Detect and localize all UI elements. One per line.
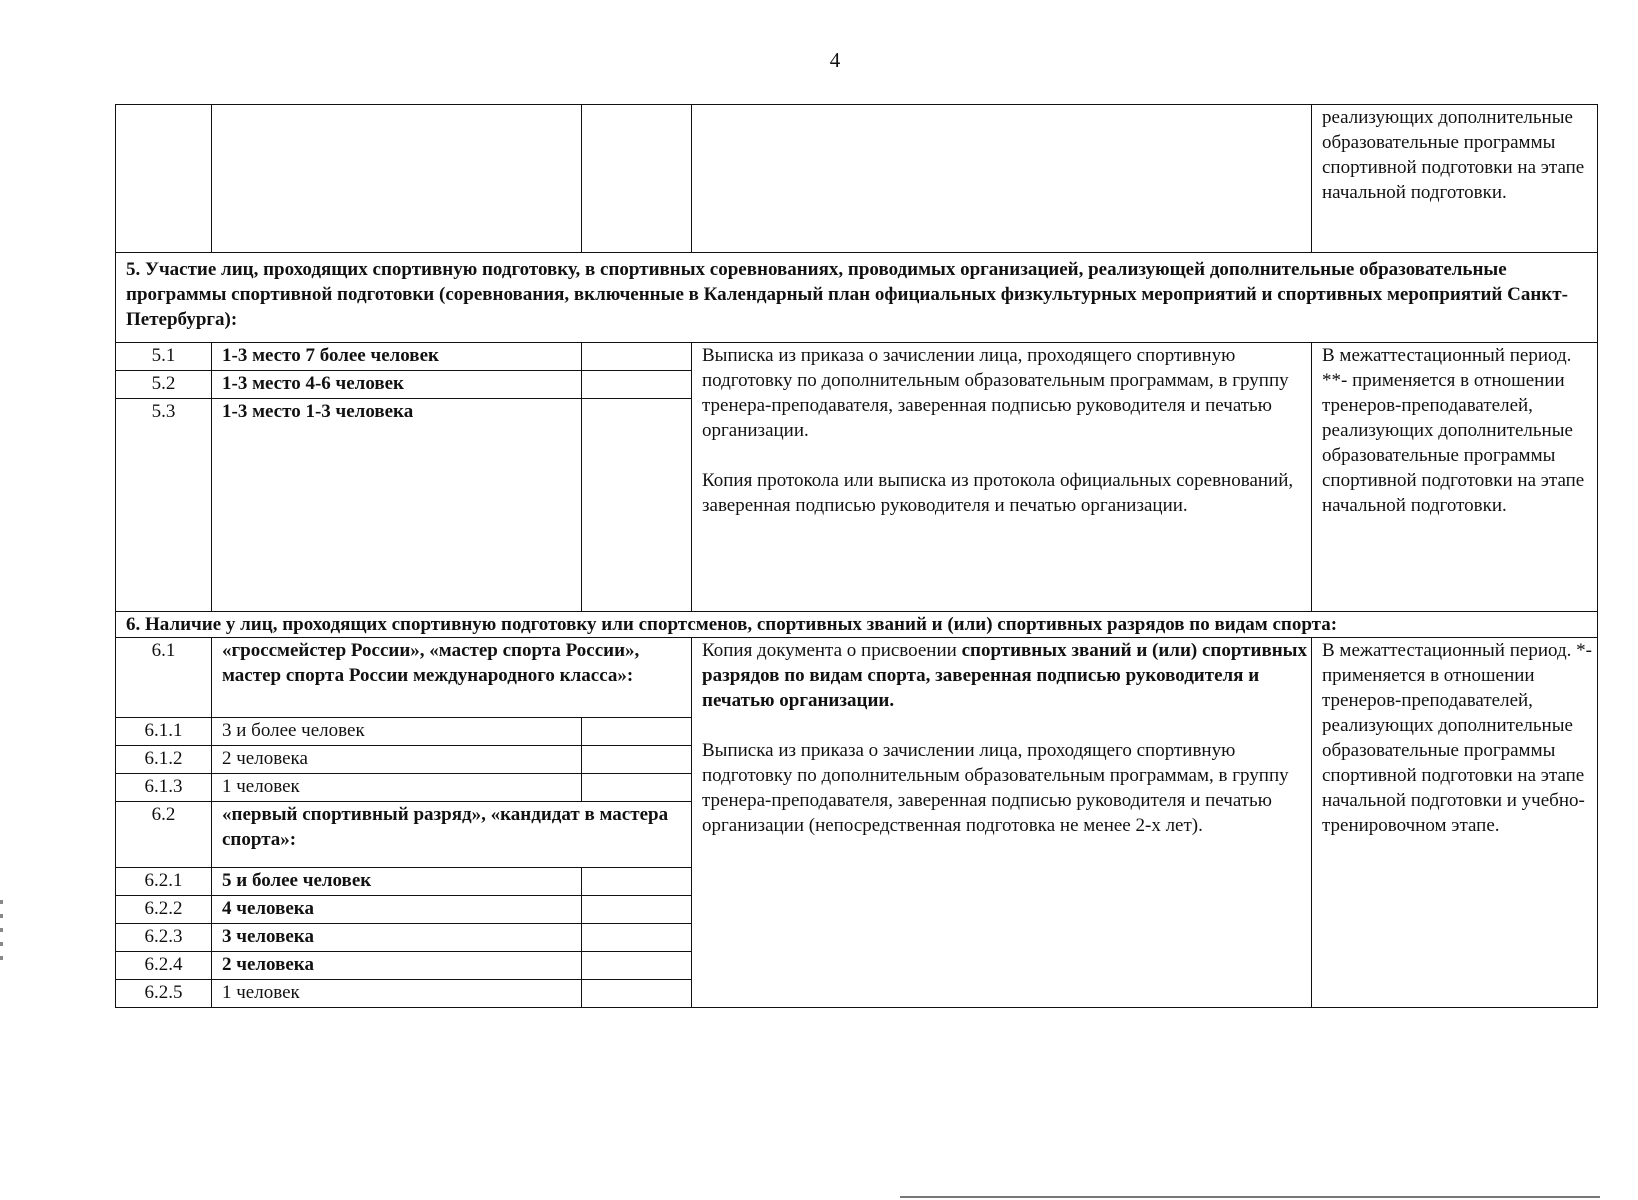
row-number: 6.1.2 (116, 746, 212, 774)
points-cell (582, 774, 692, 802)
criterion-label: «первый спортивный разряд», «кандидат в мастера спорта»: (212, 802, 692, 868)
criterion-label: 1-3 место 1-3 человека (212, 399, 582, 612)
section-header-row (116, 253, 1598, 343)
criterion-label: 5 и более человек (212, 868, 582, 896)
cell-empty (116, 105, 212, 253)
documents-paragraph: Копия документа о присвоении спортивных званий и (или) спортивных разрядов по видам спорта, заверенная подписью руководителя и печатью организации. (702, 640, 1307, 711)
documents-paragraph: Выписка из приказа о зачислении лица, проходящего спортивную подготовку по дополнительным образовательным программам, в группу тренера-преподавателя, заверенная подписью руководителя и печатью организации (непосредственная подготовка не менее 2-х лет). (702, 740, 1289, 836)
documents-paragraph: Копия протокола или выписка из протокола официальных соревнований, заверенная подписью руководителя и печатью организации. (702, 470, 1294, 516)
note-cell: В межаттестационный период. *- применяется в отношении тренеров-преподавателей, реализующих дополнительные образовательные программы спортивной подготовки на этапе начальной подготовки и учебно-тренировочном этапе. (1312, 638, 1598, 1008)
row-number: 6.2.5 (116, 980, 212, 1008)
criterion-label: 1 человек (212, 774, 582, 802)
row-number: 5.2 (116, 371, 212, 399)
scan-edge-marks (0, 900, 3, 970)
row-number: 6.2.1 (116, 868, 212, 896)
section-header-row (116, 612, 1598, 638)
criterion-label: 1-3 место 4-6 человек (212, 371, 582, 399)
row-number: 6.2.2 (116, 896, 212, 924)
criterion-label: 3 и более человек (212, 718, 582, 746)
criterion-label: «гроссмейстер России», «мастер спорта России», мастер спорта России международного класса»: (212, 638, 692, 718)
row-number: 6.2.4 (116, 952, 212, 980)
criterion-label: 2 человека (212, 952, 582, 980)
section-5-title: 5. Участие лиц, проходящих спортивную подготовку, в спортивных соревнованиях, проводимых организацией, реализующей дополнительные образовательные программы спортивной подготовки (соревнования, включенные в Календарный план официальных физкультурных мероприятий и спортивных мероприятий Санкт-Петербурга): (116, 253, 1598, 343)
documents-cell (692, 638, 1312, 1008)
page-number: 4 (829, 48, 841, 72)
cell-empty (692, 105, 1312, 253)
points-cell (582, 399, 692, 612)
cell-empty (582, 105, 692, 253)
points-cell (582, 343, 692, 371)
row-number: 5.1 (116, 343, 212, 371)
section-6-title: 6. Наличие у лиц, проходящих спортивную подготовку или спортсменов, спортивных званий и (или) спортивных разрядов по видам спорта: (116, 612, 1598, 638)
points-cell (582, 371, 692, 399)
documents-paragraph: Выписка из приказа о зачислении лица, проходящего спортивную подготовку по дополнительным образовательным программам, в группу тренера-преподавателя, заверенная подписью руководителя и печатью организации. (702, 345, 1289, 441)
note-cell: В межаттестационный период. **- применяется в отношении тренеров-преподавателей, реализующих дополнительные образовательные программы спортивной подготовки на этапе начальной подготовки. (1312, 343, 1598, 612)
row-number: 6.2.3 (116, 924, 212, 952)
row-number: 5.3 (116, 399, 212, 612)
row-number: 6.2 (116, 802, 212, 868)
points-cell (582, 746, 692, 774)
table-row (116, 105, 1598, 253)
table-row (116, 638, 1598, 718)
note-cell: реализующих дополнительные образовательные программы спортивной подготовки на этапе начальной подготовки. (1312, 105, 1598, 253)
criterion-label: 1-3 место 7 более человек (212, 343, 582, 371)
criteria-table (115, 104, 1598, 1008)
criterion-label: 2 человека (212, 746, 582, 774)
documents-cell (692, 343, 1312, 612)
points-cell (582, 896, 692, 924)
points-cell (582, 718, 692, 746)
row-number: 6.1 (116, 638, 212, 718)
points-cell (582, 868, 692, 896)
row-number: 6.1.3 (116, 774, 212, 802)
criterion-label: 1 человек (212, 980, 582, 1008)
points-cell (582, 980, 692, 1008)
criterion-label: 3 человека (212, 924, 582, 952)
scan-artifact-line (900, 1196, 1600, 1198)
row-number: 6.1.1 (116, 718, 212, 746)
cell-empty (212, 105, 582, 253)
points-cell (582, 924, 692, 952)
table-row (116, 343, 1598, 371)
criterion-label: 4 человека (212, 896, 582, 924)
points-cell (582, 952, 692, 980)
